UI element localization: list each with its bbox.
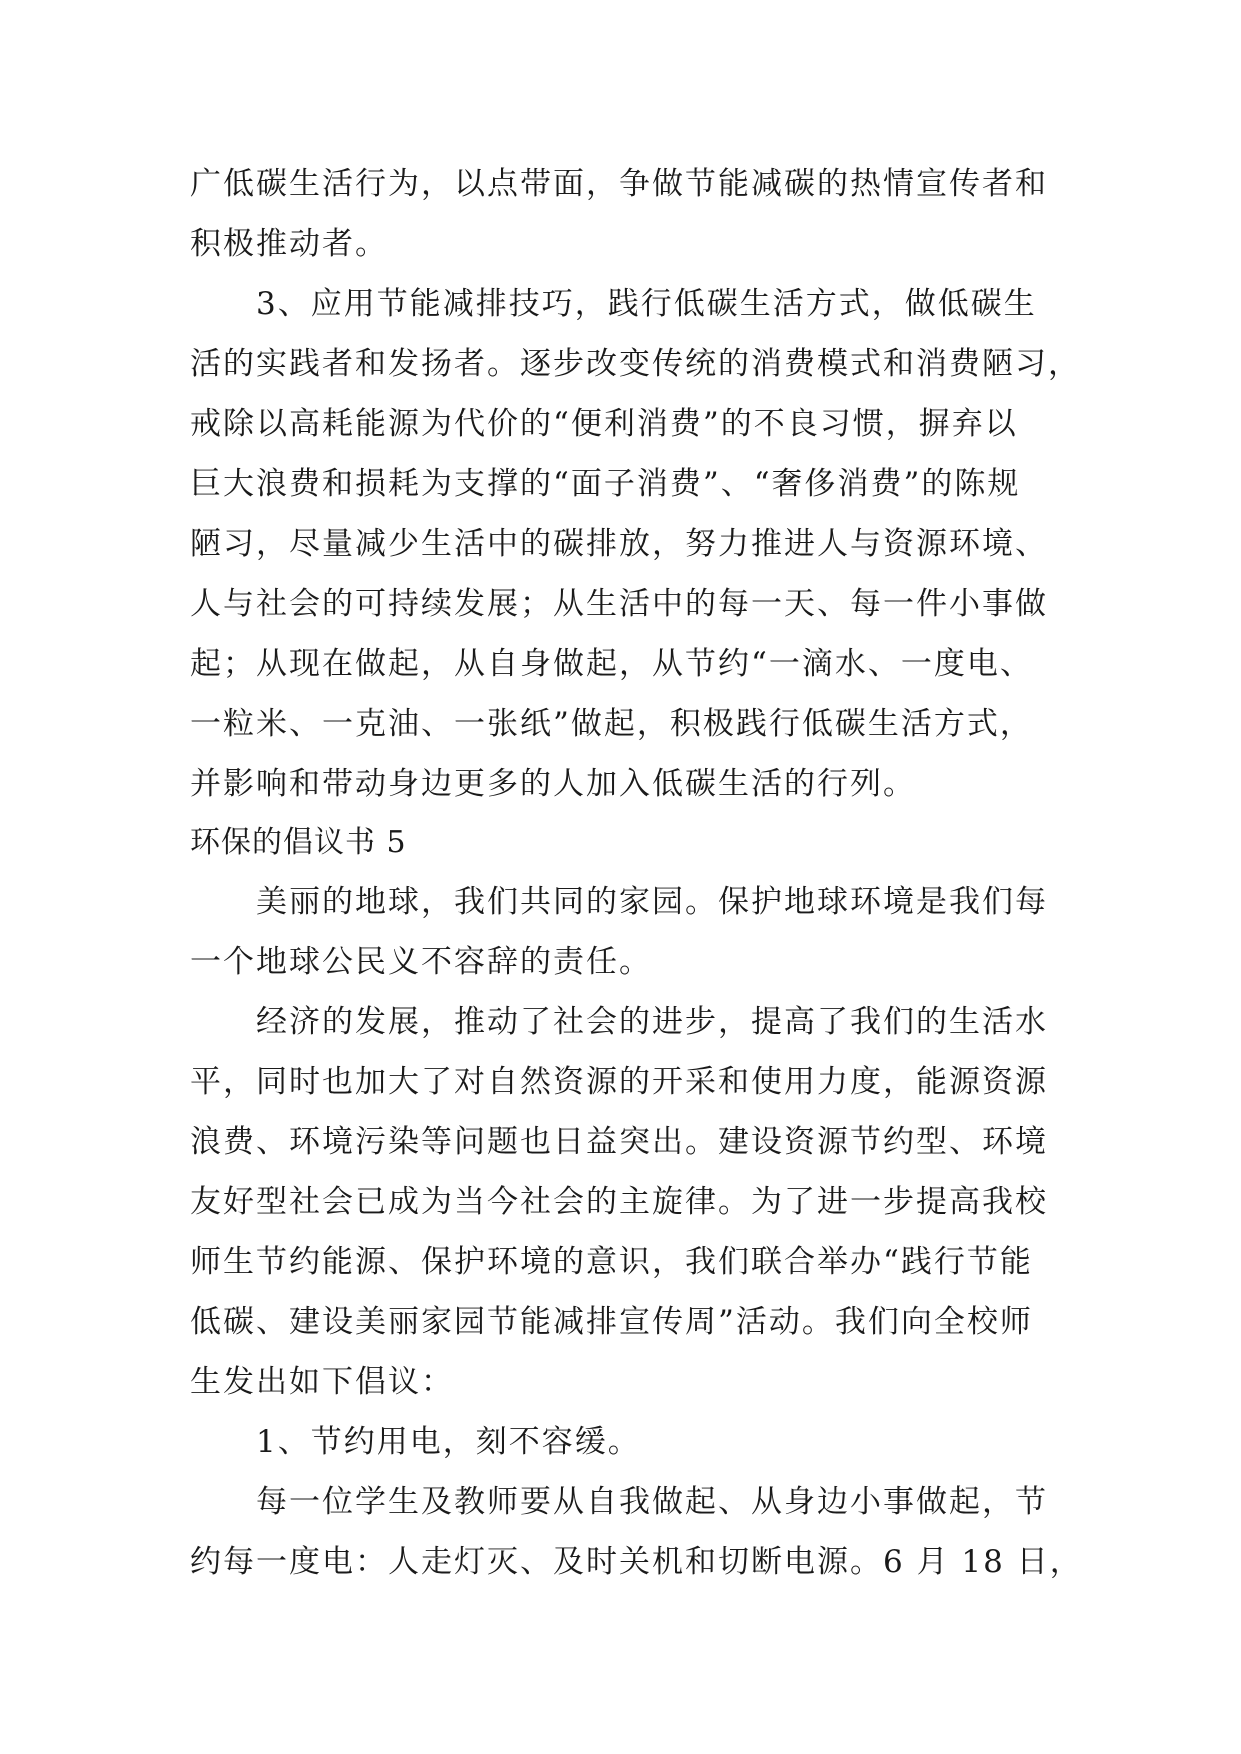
text-line: 巨大浪费和损耗为支撑的“面子消费”、“奢侈消费”的陈规 <box>190 466 1021 502</box>
text-line: 并影响和带动身边更多的人加入低碳生活的行列。 <box>190 766 916 802</box>
text-line: 友好型社会已成为当今社会的主旋律。为了进一步提高我校 <box>190 1184 1048 1220</box>
text-line: 每一位学生及教师要从自我做起、从身边小事做起，节 <box>256 1484 1048 1520</box>
text-line: 戒除以高耗能源为代价的“便利消费”的不良习惯，摒弃以 <box>190 406 1018 442</box>
text-line: 1、节约用电，刻不容缓。 <box>256 1424 641 1460</box>
text-line: 一粒米、一克油、一张纸”做起，积极践行低碳生活方式， <box>190 706 1033 742</box>
text-line: 平，同时也加大了对自然资源的开采和使用力度，能源资源 <box>190 1064 1048 1100</box>
text-line: 积极推动者。 <box>190 226 388 262</box>
text-line: 生发出如下倡议： <box>190 1364 454 1400</box>
text-line: 人与社会的可持续发展；从生活中的每一天、每一件小事做 <box>190 586 1048 622</box>
text-line: 经济的发展，推动了社会的进步，提高了我们的生活水 <box>256 1004 1048 1040</box>
text-line: 起；从现在做起，从自身做起，从节约“一滴水、一度电、 <box>190 646 1033 682</box>
text-line: 广低碳生活行为，以点带面，争做节能减碳的热情宣传者和 <box>190 166 1048 202</box>
text-line: 浪费、环境污染等问题也日益突出。建设资源节约型、环境 <box>190 1124 1048 1160</box>
text-line: 师生节约能源、保护环境的意识，我们联合举办“践行节能 <box>190 1244 1033 1280</box>
text-line: 一个地球公民义不容辞的责任。 <box>190 944 652 980</box>
section-heading: 环保的倡议书 5 <box>190 825 407 860</box>
text-line: 3、应用节能减排技巧，践行低碳生活方式，做低碳生 <box>256 286 1037 322</box>
text-line: 活的实践者和发扬者。逐步改变传统的消费模式和消费陋习， <box>190 346 1081 382</box>
text-line: 约每一度电：人走灯灭、及时关机和切断电源。6 月 18 日， <box>190 1544 1083 1580</box>
text-line: 美丽的地球，我们共同的家园。保护地球环境是我们每 <box>256 884 1048 920</box>
text-line: 陋习，尽量减少生活中的碳排放，努力推进人与资源环境、 <box>190 526 1048 562</box>
document-body <box>190 154 1083 1592</box>
text-line: 低碳、建设美丽家园节能减排宣传周”活动。我们向全校师 <box>190 1304 1033 1340</box>
